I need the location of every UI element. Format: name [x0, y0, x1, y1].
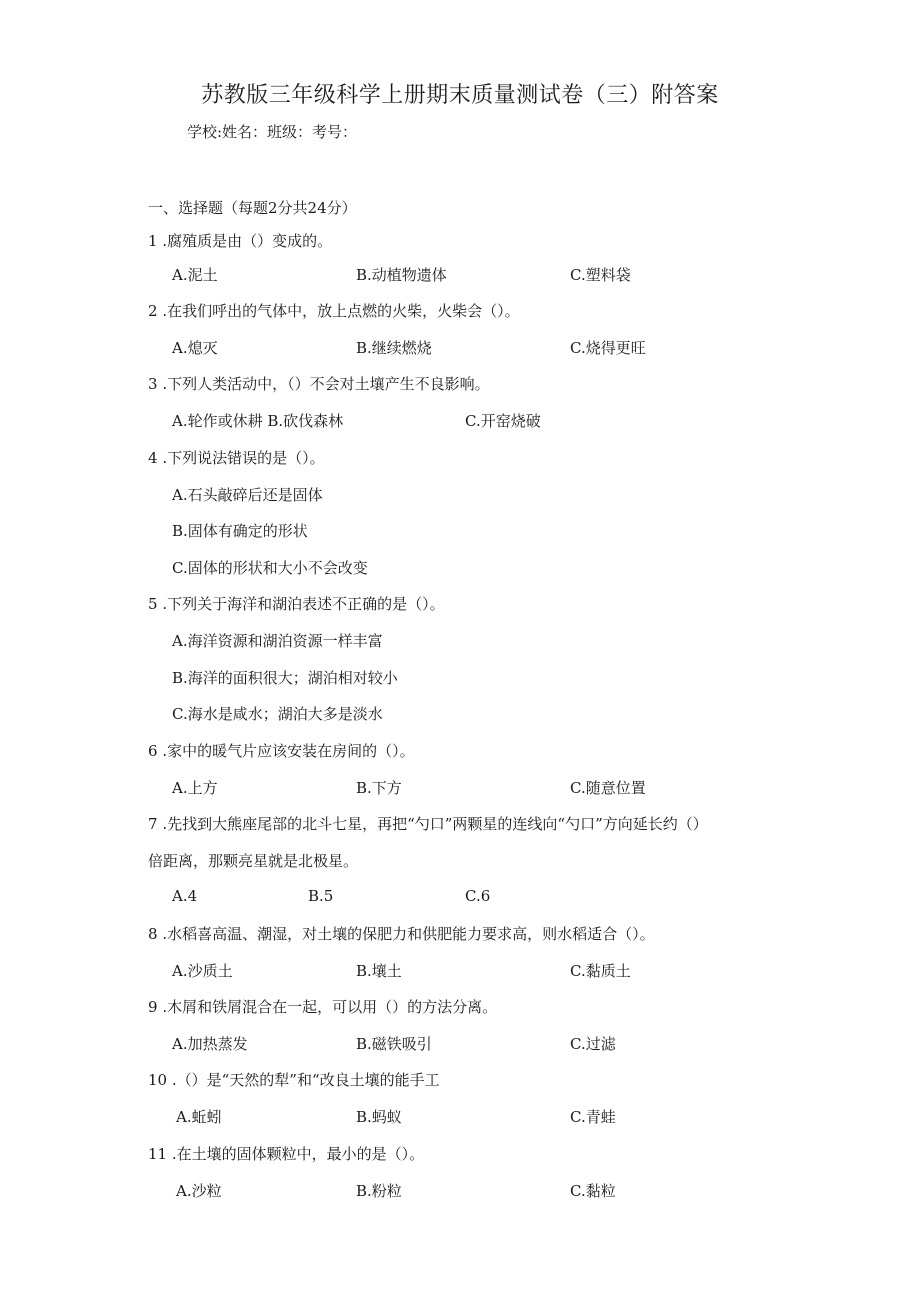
question-number: 9 — [148, 998, 158, 1016]
question-text: .先找到大熊座尾部的北斗七星，再把“勺口”两颗星的连线向“勺口”方向延长约（） — [157, 815, 708, 833]
q2-option-b: B.继续燃烧 — [356, 339, 432, 357]
question-text: .木屑和铁屑混合在一起，可以用（）的方法分离。 — [157, 998, 498, 1016]
question-text: .下列关于海洋和湖泊表述不正确的是（）。 — [157, 595, 445, 613]
q11-option-a: A.沙粒 — [176, 1182, 222, 1200]
q7-option-b: B.5 — [308, 887, 334, 905]
question-text: .下列人类活动中，（）不会对土壤产生不良影响。 — [157, 375, 490, 393]
q4-option-a: A.石头敲碎后还是固体 — [172, 486, 323, 504]
question-text: .下列说法错误的是（）。 — [157, 449, 325, 467]
q6-option-b: B.下方 — [356, 779, 402, 797]
question-text: .家中的暖气片应该安装在房间的（）。 — [157, 742, 415, 760]
q8-option-a: A.沙质土 — [172, 962, 233, 980]
question-text: .在我们呼出的气体中，放上点燃的火柴，火柴会（）。 — [157, 302, 520, 320]
q7-option-c: C.6 — [465, 887, 491, 905]
q1-option-c: C.塑料袋 — [570, 266, 631, 284]
question-11 — [148, 1143, 424, 1164]
q5-option-c: C.海水是咸水；湖泊大多是淡水 — [172, 705, 383, 723]
question-text: .在土壤的固体颗粒中，最小的是（）。 — [167, 1145, 425, 1163]
q2-option-a: A.熄灭 — [172, 339, 218, 357]
q3-option-ab: A.轮作或休耕 B.砍伐森林 — [172, 412, 344, 430]
q8-option-b: B.壤土 — [356, 962, 402, 980]
question-6 — [148, 740, 415, 761]
q9-option-c: C.过滤 — [570, 1035, 616, 1053]
question-4 — [148, 447, 325, 468]
question-7-continued: 倍距离，那颗亮星就是北极星。 — [148, 852, 359, 870]
question-number: 10 — [148, 1071, 168, 1089]
question-number: 2 — [148, 302, 158, 320]
question-number: 6 — [148, 742, 158, 760]
question-number: 1 — [148, 232, 158, 250]
q6-option-a: A.上方 — [172, 779, 218, 797]
question-number: 11 — [148, 1145, 168, 1163]
q9-option-b: B.磁铁吸引 — [356, 1035, 432, 1053]
q11-option-b: B.粉粒 — [356, 1182, 402, 1200]
question-number: 3 — [148, 375, 158, 393]
question-7 — [148, 813, 708, 834]
question-10 — [148, 1069, 440, 1090]
q6-option-c: C.随意位置 — [570, 779, 646, 797]
question-1 — [148, 230, 332, 251]
question-3 — [148, 373, 490, 394]
question-number: 4 — [148, 449, 158, 467]
q5-option-b: B.海洋的面积很大；湖泊相对较小 — [172, 669, 398, 687]
q1-option-b: B.动植物遗体 — [356, 266, 447, 284]
q8-option-c: C.黏质土 — [570, 962, 631, 980]
q4-option-b: B.固体有确定的形状 — [172, 522, 308, 540]
question-8 — [148, 923, 655, 944]
q9-option-a: A.加热蒸发 — [172, 1035, 248, 1053]
q7-option-a: A.4 — [172, 887, 198, 905]
question-number: 5 — [148, 595, 158, 613]
q10-option-b: B.蚂蚁 — [356, 1108, 402, 1126]
question-number: 7 — [148, 815, 158, 833]
question-text: .腐殖质是由（）变成的。 — [157, 232, 333, 250]
q3-option-c: C.开窑烧破 — [465, 412, 541, 430]
q1-option-a: A.泥土 — [172, 266, 218, 284]
question-number: 8 — [148, 925, 158, 943]
question-5 — [148, 593, 445, 614]
question-9 — [148, 996, 497, 1017]
student-info-line: 学校:姓名：班级：考号： — [187, 123, 358, 141]
q4-option-c: C.固体的形状和大小不会改变 — [172, 559, 368, 577]
q11-option-c: C.黏粒 — [570, 1182, 616, 1200]
q10-option-c: C.青蛙 — [570, 1108, 616, 1126]
q5-option-a: A.海洋资源和湖泊资源一样丰富 — [172, 632, 383, 650]
q2-option-c: C.烧得更旺 — [570, 339, 646, 357]
question-2 — [148, 300, 520, 321]
page-title: 苏教版三年级科学上册期末质量测试卷（三）附答案 — [201, 83, 719, 108]
question-text: .（）是“天然的犁”和“改良土壤的能手工 — [167, 1071, 440, 1089]
section-heading: 一、选择题（每题2分共24分） — [148, 199, 357, 217]
question-text: .水稻喜高温、潮湿，对土壤的保肥力和供肥能力要求高，则水稻适合（）。 — [157, 925, 655, 943]
q10-option-a: A.蚯蚓 — [176, 1108, 222, 1126]
